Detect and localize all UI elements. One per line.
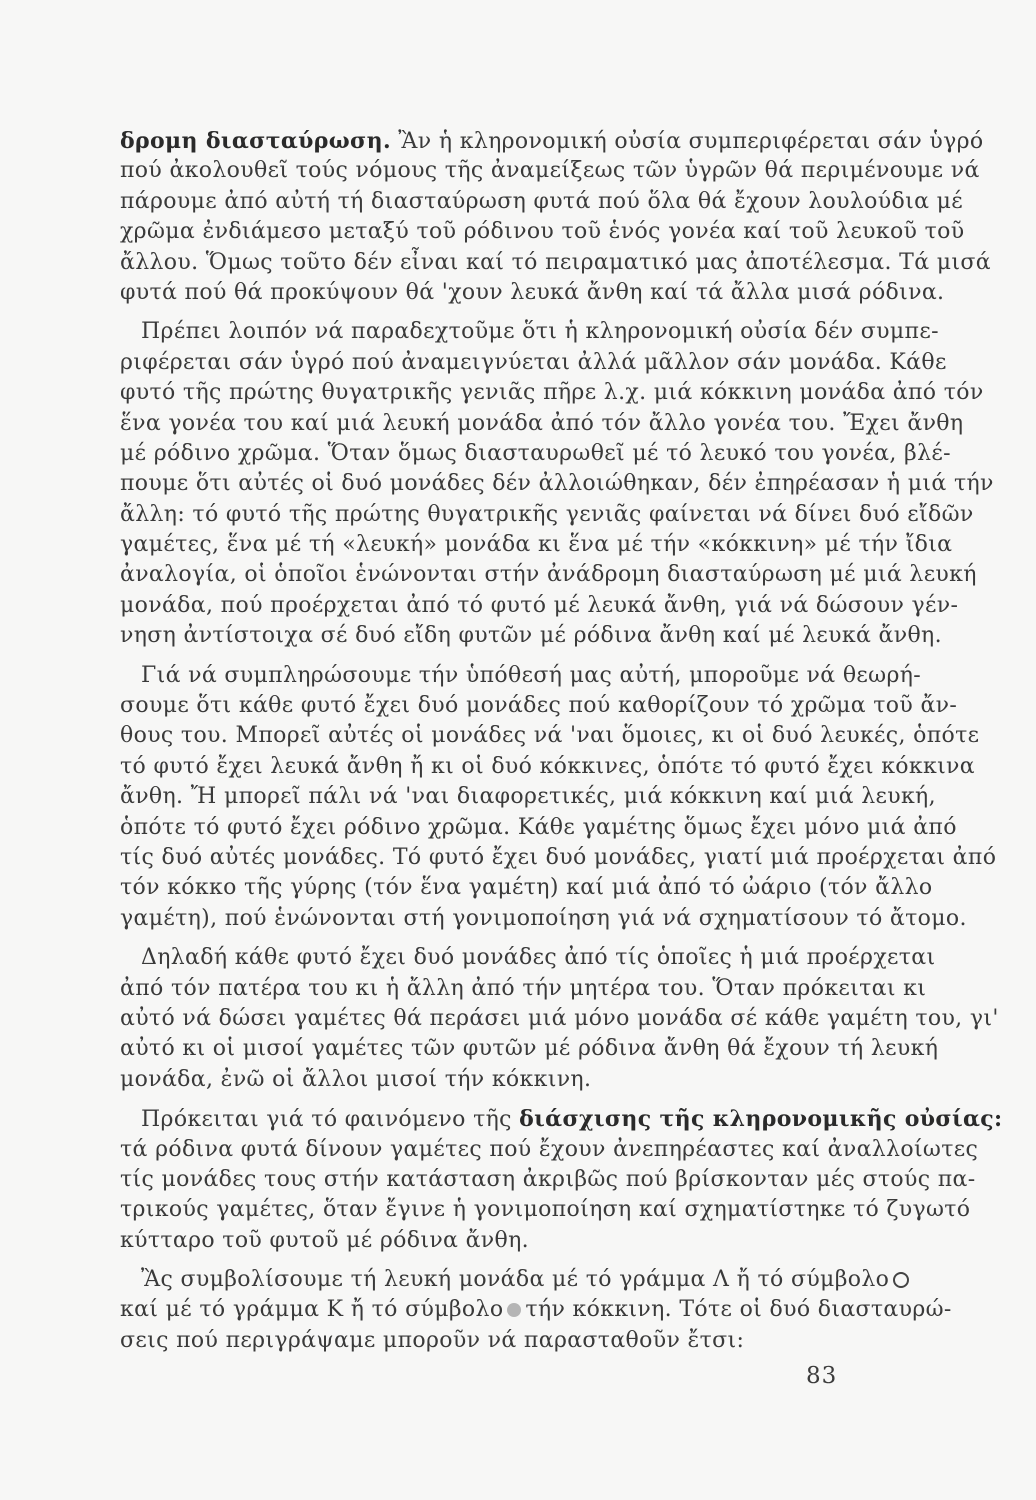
text-line: μέ ρόδινο χρῶμα. Ὅταν ὅμως διασταυρωθεῖ μέ τό λευκό του γονέα, βλέ- xyxy=(120,440,951,466)
text-line: Πρόκειται γιά τό φαινόμενο τῆς διάσχισης τῆς κληρονομικῆς οὐσίας: xyxy=(141,1106,1003,1133)
white-unit-symbol-icon xyxy=(893,1272,909,1288)
text-line: ἄλλου. Ὅμως τοῦτο δέν εἶναι καί τό πειραματικό μας ἀποτέλεσμα. Τά μισά xyxy=(120,249,991,275)
text-line: χρῶμα ἐνδιάμεσο μεταξύ τοῦ ρόδινου τοῦ ἑνός γονέα καί τοῦ λευκοῦ τοῦ xyxy=(120,219,965,245)
paragraph-4 xyxy=(120,943,999,1095)
text-line: πάρουμε ἀπό αὐτή τή διασταύρωση φυτά πού ὅλα θά ἔχουν λουλούδια μέ xyxy=(120,188,964,214)
paragraph-1 xyxy=(120,126,991,308)
text-line: σουμε ὅτι κάθε φυτό ἔχει δυό μονάδες πού καθορίζουν τό χρῶμα τοῦ ἄν- xyxy=(120,693,958,719)
paragraph-6 xyxy=(120,1265,952,1356)
text-line: κύτταρο τοῦ φυτοῦ μέ ρόδινα ἄνθη. xyxy=(120,1227,529,1253)
text-line: Γιά νά συμπληρώσουμε τήν ὑπόθεσή μας αὐτή, μποροῦμε νά θεωρή- xyxy=(141,662,922,688)
text-line: ἄλλη: τό φυτό τῆς πρώτης θυγατρικῆς γενιᾶς φαίνεται νά δίνει δυό εἴδῶν xyxy=(120,501,974,527)
text-line: ἀναλογία, οἱ ὁποῖοι ἑνώνονται στήν ἀνάδρομη διασταύρωση μέ μιά λευκή xyxy=(120,562,977,588)
paragraph-2 xyxy=(120,317,994,651)
paragraph-3 xyxy=(120,661,997,935)
text-line: σεις πού περιγράψαμε μποροῦν νά παρασταθοῦν ἔτσι: xyxy=(120,1327,745,1353)
text-line: γαμέτες, ἕνα μέ τή «λευκή» μονάδα κι ἕνα μέ τήν «κόκκινη» μέ τήν ἴδια xyxy=(120,532,953,558)
text-line: δρομη διασταύρωση. Ἂν ἡ κληρονομική οὐσία συμπεριφέρεται σάν ὑγρό xyxy=(120,128,984,154)
text-line: αὐτό κι οἱ μισοί γαμέτες τῶν φυτῶν μέ ρόδινα ἄνθη θά ἔχουν τή λευκή xyxy=(120,1036,939,1062)
text-line: Δηλαδή κάθε φυτό ἔχει δυό μονάδες ἀπό τίς ὁποῖες ἡ μιά προέρχεται xyxy=(141,945,936,971)
text-line: τίς δυό αὐτές μονάδες. Τό φυτό ἔχει δυό μονάδες, γιατί μιά προέρχεται ἀπό xyxy=(120,844,997,870)
page-body xyxy=(120,126,1003,1356)
text-line: τίς μονάδες τους στήν κατάσταση ἀκριβῶς πού βρίσκονταν μές στούς πα- xyxy=(120,1166,976,1192)
text-line: θους του. Μπορεῖ αὐτές οἱ μονάδες νά 'ναι ὅμοιες, κι οἱ δυό λευκές, ὁπότε xyxy=(120,723,980,749)
text-line: μονάδα, ἐνῶ οἱ ἄλλοι μισοί τήν κόκκινη. xyxy=(120,1066,592,1092)
text-line: ὁπότε τό φυτό ἔχει ρόδινο χρῶμα. Κάθε γαμέτης ὅμως ἔχει μόνο μιά ἀπό xyxy=(120,814,957,840)
text-line: τά ρόδινα φυτά δίνουν γαμέτες πού ἔχουν ἀνεπηρέαστες καί ἀναλλοίωτες xyxy=(120,1136,979,1162)
text-line: ἄνθη. Ἤ μπορεῖ πάλι νά 'ναι διαφορετικές, μιά κόκκινη καί μιά λευκή, xyxy=(120,784,936,810)
text-line: μονάδα, πού προέρχεται ἀπό τό φυτό μέ λευκά ἄνθη, γιά νά δώσουν γέν- xyxy=(120,592,959,618)
text-line: ριφέρεται σάν ὑγρό πού ἀναμειγνύεται ἀλλά μᾶλλον σάν μονάδα. Κάθε xyxy=(120,349,947,375)
paragraph-5 xyxy=(120,1104,1003,1256)
text-line: ἀπό τόν πατέρα του κι ἡ ἄλλη ἀπό τήν μητέρα του. Ὅταν πρόκειται κι xyxy=(120,975,927,1001)
text-line: φυτά πού θά προκύψουν θά 'χουν λευκά ἄνθη καί τά ἄλλα μισά ρόδινα. xyxy=(120,279,945,305)
text-line: γαμέτη), πού ἑνώνονται στή γονιμοποίηση γιά νά σχηματίσουν τό ἄτομο. xyxy=(120,905,967,931)
text-line: τό φυτό ἔχει λευκά ἄνθη ἤ κι οἱ δυό κόκκινες, ὁπότε τό φυτό ἔχει κόκκινα xyxy=(120,753,975,779)
text-line: πού ἀκολουθεῖ τούς νόμους τῆς ἀναμείξεως τῶν ὑγρῶν θά περιμένουμε νά xyxy=(120,158,980,184)
text-line: Ἂς συμβολίσουμε τή λευκή μονάδα μέ τό γράμμα Λ ἤ τό σύμβολο xyxy=(120,1265,855,1295)
text-line: αὐτό νά δώσει γαμέτες θά περάσει μιά μόνο μονάδα σέ κάθε γαμέτη του, γι' xyxy=(120,1005,999,1031)
text-line: καί μέ τό γράμμα Κ ἤ τό σύμβολο τήν κόκκινη. Τότε οἱ δυό διασταυρώ- xyxy=(120,1297,952,1323)
red-unit-symbol-icon xyxy=(507,1303,521,1317)
text-line: ἕνα γονέα του καί μιά λευκή μονάδα ἀπό τόν ἄλλο γονέα του. Ἔχει ἄνθη xyxy=(120,410,964,436)
text-line: τόν κόκκο τῆς γύρης (τόν ἕνα γαμέτη) καί μιά ἀπό τό ὠάριο (τόν ἄλλο xyxy=(120,875,933,901)
text-line: νηση ἀντίστοιχα σέ δυό εἴδη φυτῶν μέ ρόδινα ἄνθη καί μέ λευκά ἄνθη. xyxy=(120,623,942,649)
page-number: 83 xyxy=(806,1363,838,1389)
text-line: Πρέπει λοιπόν νά παραδεχτοῦμε ὅτι ἡ κληρονομική οὐσία δέν συμπε- xyxy=(141,319,939,345)
text-line: πουμε ὅτι αὐτές οἱ δυό μονάδες δέν ἀλλοιώθηκαν, δέν ἐπηρέασαν ἡ μιά τήν xyxy=(120,471,994,497)
text-line: τρικούς γαμέτες, ὅταν ἔγινε ἡ γονιμοποίηση καί σχηματίστηκε τό ζυγωτό xyxy=(120,1197,971,1223)
text-line: φυτό τῆς πρώτης θυγατρικῆς γενιᾶς πῆρε λ.χ. μιά κόκκινη μονάδα ἀπό τόν xyxy=(120,380,984,406)
